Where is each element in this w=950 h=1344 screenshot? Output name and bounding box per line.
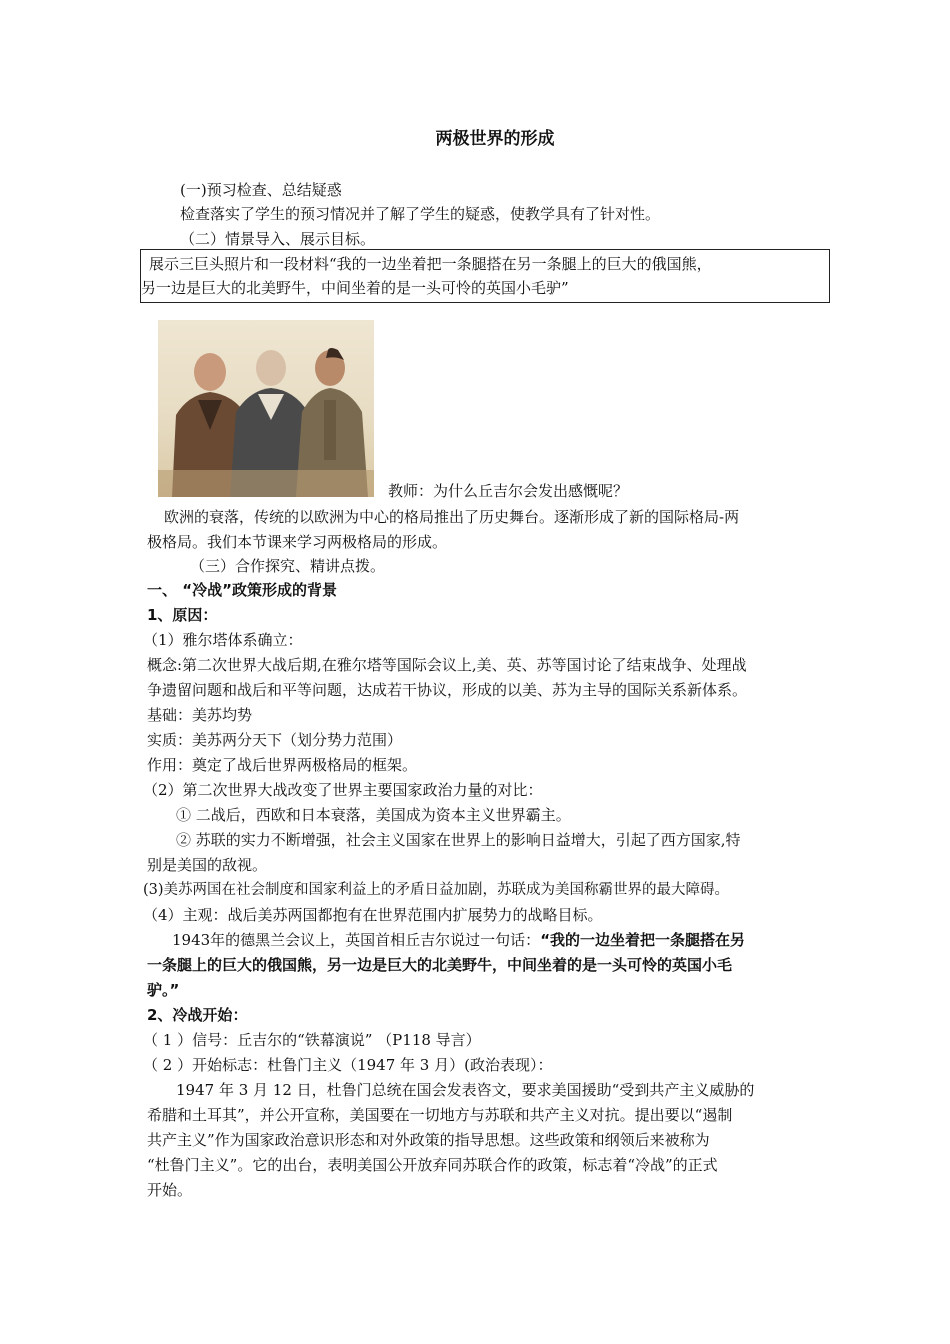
- quote-box-line: 展示三巨头照片和一段材料“我的一边坐着把一条腿搭在另一条腿上的巨大的俄国熊，: [149, 255, 712, 273]
- essence-line: 实质：美苏两分天下（划分势力范围）: [147, 731, 403, 749]
- heading-cold-war-start: 2、冷战开始：: [147, 1006, 248, 1024]
- quote-bold: 一条腿上的巨大的俄国熊，另一边是巨大的北美野牛，中间坐着的是一头可怜的英国小毛: [147, 956, 733, 974]
- item-power-balance: （2）第二次世界大战改变了世界主要国家政治力量的对比：: [143, 781, 543, 799]
- section-1-text: 检查落实了学生的预习情况并了解了学生的疑惑，使教学具有了针对性。: [180, 205, 661, 223]
- paragraph-line: 极格局。我们本节课来学习两极格局的形成。: [147, 533, 448, 551]
- section-1-heading: (一)预习检查、总结疑惑: [180, 181, 342, 199]
- quote-prefix: 1943年的德黑兰会议上，英国首相丘吉尔说过一句话：: [172, 931, 541, 949]
- quote-bold: 驴。”: [147, 981, 180, 999]
- quote-box-line: 另一边是巨大的北美野牛，中间坐着的是一头可怜的英国小毛驴”: [141, 279, 569, 297]
- quote-line: [172, 928, 745, 952]
- quote-box: [140, 249, 830, 303]
- concept-line: 概念:第二次世界大战后期,在雅尔塔等国际会议上,美、英、苏等国讨论了结束战争、处理战: [147, 656, 747, 674]
- teacher-question: 教师：为什么丘吉尔会发出感慨呢？: [388, 482, 629, 500]
- heading-cold-war-background: 一、 “冷战”政策形成的背景: [147, 581, 337, 599]
- item-point-a: ① 二战后，西欧和日本衰落，美国成为资本主义世界霸主。: [176, 806, 571, 824]
- basis-line: 基础：美苏均势: [147, 706, 253, 724]
- item-point-b: 别是美国的敌视。: [147, 856, 268, 874]
- page-title: 两极世界的形成: [435, 129, 555, 149]
- quote-bold: “我的一边坐着把一条腿搭在另: [540, 931, 746, 949]
- truman-line: 1947 年 3 月 12 日，杜鲁门总统在国会发表咨文，要求美国援助“受到共产主义威胁的: [176, 1081, 755, 1099]
- truman-line: 希腊和土耳其”，并公开宣称，美国要在一切地方与苏联和共产主义对抗。提出要以“遏制: [147, 1106, 733, 1124]
- start-line: （ 2 ）开始标志：杜鲁门主义（1947 年 3 月）(政治表现）：: [143, 1056, 553, 1074]
- effect-line: 作用：奠定了战后世界两极格局的框架。: [147, 756, 418, 774]
- yalta-three-leaders-photo: [158, 320, 374, 497]
- signal-line: （ 1 ）信号：丘吉尔的“铁幕演说” （P118 导言）: [143, 1031, 481, 1049]
- item-point-b: ② 苏联的实力不断增强，社会主义国家在世界上的影响日益增大，引起了西方国家,特: [176, 831, 741, 849]
- section-2-heading: （二）情景导入、展示目标。: [180, 230, 376, 248]
- item-conflict: (3)美苏两国在社会制度和国家利益上的矛盾日益加剧，苏联成为美国称霸世界的最大障碍。: [143, 882, 730, 898]
- section-3-heading: （三）合作探究、精讲点拨。: [190, 557, 386, 575]
- item-subjective: （4）主观：战后美苏两国都抱有在世界范围内扩展势力的战略目标。: [143, 906, 603, 924]
- truman-line: 共产主义”作为国家政治意识形态和对外政策的指导思想。这些政策和纲领后来被称为: [147, 1131, 710, 1149]
- heading-causes: 1、原因：: [147, 606, 218, 624]
- paragraph-line: 欧洲的衰落，传统的以欧洲为中心的格局推出了历史舞台。逐渐形成了新的国际格局-两: [164, 508, 740, 526]
- truman-line: “杜鲁门主义”。它的出台，表明美国公开放弃同苏联合作的政策，标志着“冷战”的正式: [147, 1156, 718, 1174]
- truman-line: 开始。: [147, 1181, 193, 1199]
- item-yalta: （1）雅尔塔体系确立：: [143, 631, 303, 649]
- concept-line: 争遗留问题和战后和平等问题，达成若干协议，形成的以美、苏为主导的国际关系新体系。: [147, 681, 748, 699]
